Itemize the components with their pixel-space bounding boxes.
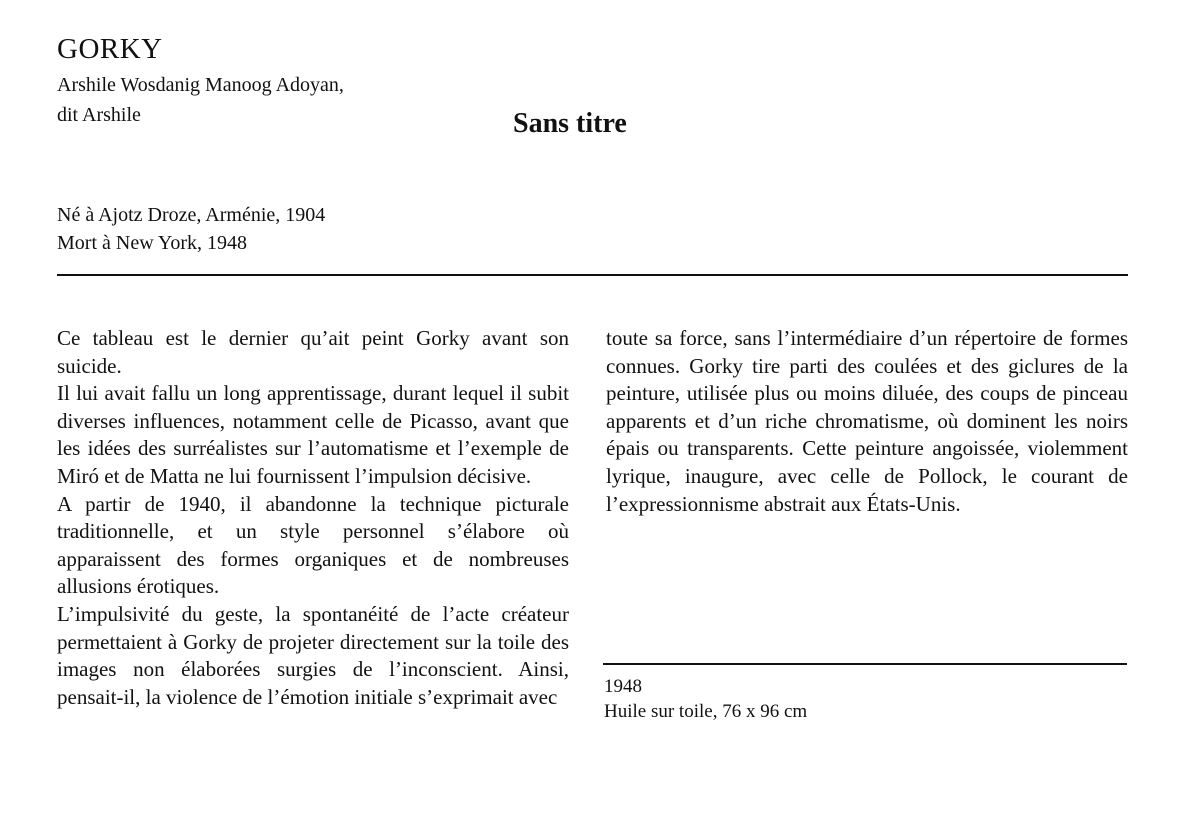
artist-fullname [57, 70, 477, 130]
birth-info: Né à Ajotz Droze, Arménie, 1904 [57, 204, 326, 226]
artist-name: GORKY [57, 33, 163, 65]
paragraph: Ce tableau est le dernier qu’ait peint Gorky avant son suicide. [57, 326, 569, 378]
work-title: Sans titre [513, 108, 627, 139]
artwork-year: 1948 [604, 676, 642, 697]
paragraph: toute sa force, sans l’intermédiaire d’un répertoire de formes connues. Gorky tire parti des coulées et des giclures de la peinture, utilisée plus ou moins diluée, des coups de pinceau apparents et d’un riche chromatisme, où dominent les noirs épais ou transparents. Cette peinture angoissée, violemment lyrique, inaugure, avec celle de Pollock, le courant de l’expressionnisme abstrait aux États-Unis. [606, 326, 1128, 516]
paragraph: A partir de 1940, il abandonne la technique picturale traditionnelle, et un style personnel s’élabore où apparaissent des formes organiques et de nombreuses allusions érotiques. [57, 491, 569, 599]
artist-fullname-line-1: Arshile Wosdanig Manoog Adoyan, [57, 74, 344, 96]
death-info: Mort à New York, 1948 [57, 232, 247, 254]
text-column-right [606, 325, 1128, 518]
paragraph: L’impulsivité du geste, la spontanéité de l’acte créateur permettaient à Gorky de projeter directement sur la toile des images non élaborées surgies de l’inconscient. Ainsi, pensait-il, la violence de l’émotion initiale s’exprimait avec [57, 601, 569, 709]
artwork-medium: Huile sur toile, 76 x 96 cm [604, 701, 808, 722]
caption-divider [603, 663, 1127, 665]
artist-fullname-line-2: dit Arshile [57, 104, 141, 126]
paragraph: Il lui avait fallu un long apprentissage, durant lequel il subit diverses influences, notamment celle de Picasso, avant que les idées des surréalistes sur l’automatisme et l’exemple de Miró et de Matta ne lui fournissent l’impulsion décisive. [57, 381, 569, 488]
text-column-left [57, 325, 569, 711]
artist-bio [57, 201, 325, 257]
header-divider [57, 274, 1128, 276]
artwork-caption [604, 674, 807, 724]
